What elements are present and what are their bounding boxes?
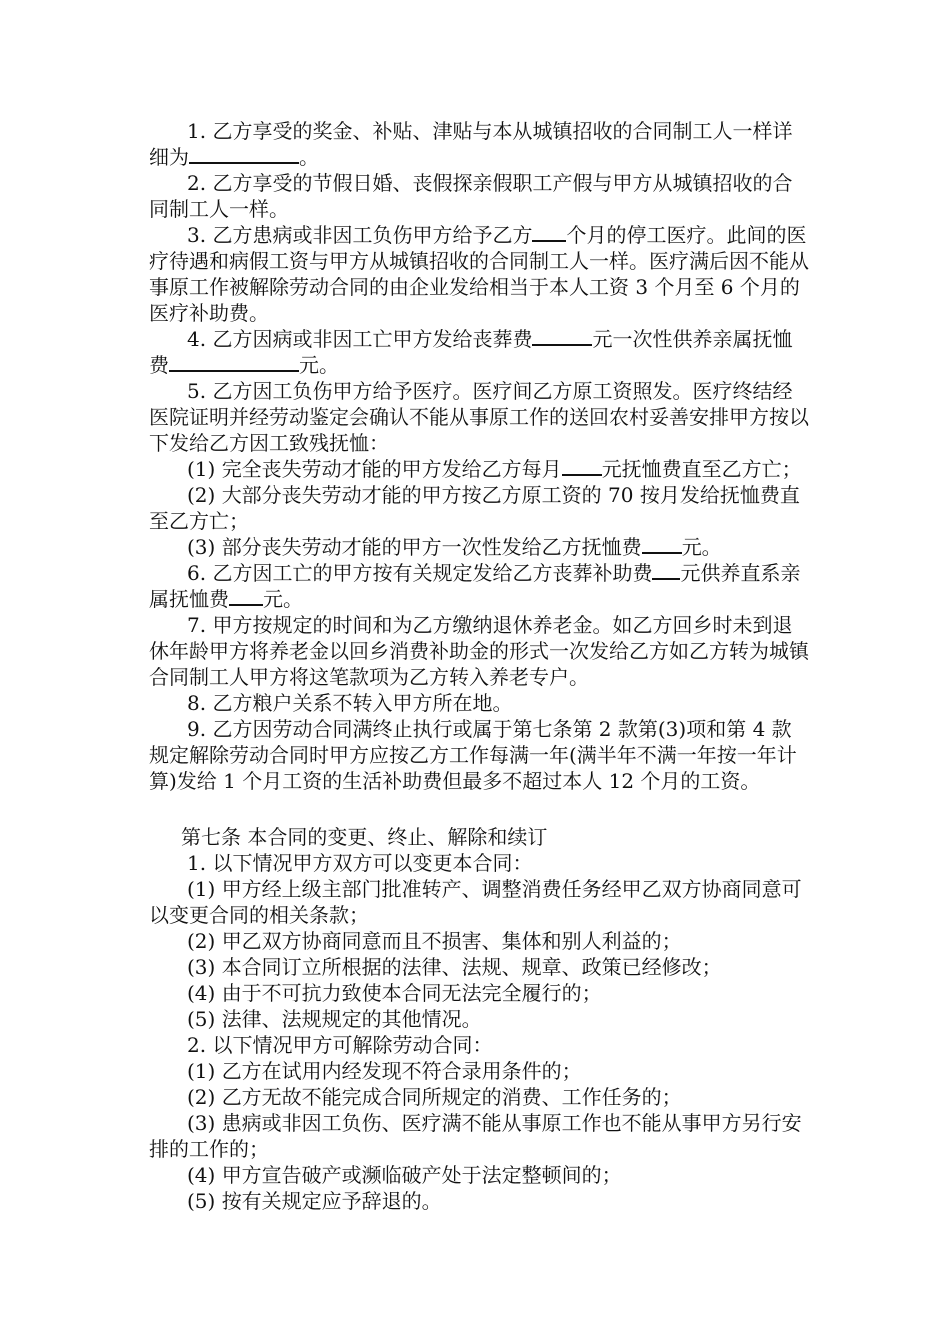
document-page bbox=[149, 118, 809, 1214]
clause-paragraph bbox=[149, 612, 809, 690]
clause-paragraph bbox=[149, 378, 809, 456]
fill-in-blank bbox=[532, 326, 592, 346]
clause-paragraph: (5) 法律、法规规定的其他情况。 bbox=[187, 1007, 482, 1031]
clause-paragraph: (5) 按有关规定应予辞退的。 bbox=[187, 1189, 442, 1213]
clause-text: (3) 部分丧失劳动才能的甲方一次性发给乙方抚恤费 bbox=[187, 535, 642, 559]
clause-text: 1. 乙方享受的奖金、补贴、津贴与本从城镇招收的合同制工人一样详细为 bbox=[149, 119, 793, 169]
clause-text: 7. 甲方按规定的时间和为乙方缴纳退休养老金。如乙方回乡时未到退休年龄甲方将养老金以回乡消费补助金的形式一次发给乙方如乙方转为城镇合同制工人甲方将这笔款项为乙方转入养老专户。 bbox=[149, 613, 809, 689]
clause-text: 3. 乙方患病或非因工负伤甲方给予乙方 bbox=[187, 223, 533, 247]
clause-paragraph: (2) 乙方无故不能完成合同所规定的消费、工作任务的； bbox=[187, 1085, 682, 1109]
clause-paragraph bbox=[149, 170, 809, 222]
article-6-items bbox=[149, 118, 809, 794]
clause-paragraph: (1) 甲方经上级主部门批准转产、调整消费任务经甲乙双方协商同意可以变更合同的相关条款； bbox=[149, 877, 802, 927]
clause-text: 元一次性供养亲属抚恤费 bbox=[149, 327, 793, 377]
clause-text: 8. 乙方粮户关系不转入甲方所在地。 bbox=[187, 691, 513, 715]
fill-in-blank bbox=[532, 222, 566, 242]
clause-paragraph: 2. 以下情况甲方可解除劳动合同： bbox=[187, 1033, 493, 1057]
article-7-heading: 第七条 本合同的变更、终止、解除和续订 bbox=[181, 825, 548, 849]
clause-paragraph bbox=[149, 326, 809, 378]
fill-in-blank bbox=[652, 560, 680, 580]
clause-paragraph bbox=[149, 534, 809, 560]
clause-paragraph bbox=[149, 118, 809, 170]
clause-paragraph: (4) 由于不可抗力致使本合同无法完全履行的； bbox=[187, 981, 602, 1005]
clause-paragraph: (2) 甲乙双方协商同意而且不损害、集体和别人利益的； bbox=[187, 929, 682, 953]
clause-paragraph bbox=[149, 716, 809, 794]
clause-text: 5. 乙方因工负伤甲方给予医疗。医疗间乙方原工资照发。医疗终结经医院证明并经劳动鉴定会确认不能从事原工作的送回农村妥善安排甲方按以下发给乙方因工致残抚恤： bbox=[149, 379, 809, 455]
clause-text: 。 bbox=[299, 145, 319, 169]
clause-paragraph bbox=[149, 690, 809, 716]
clause-text: (2) 大部分丧失劳动才能的甲方按乙方原工资的 70 按月发给抚恤费直至乙方亡； bbox=[149, 483, 800, 533]
clause-text: 元供养直系亲属抚恤费 bbox=[149, 561, 801, 611]
clause-paragraph: (1) 乙方在试用内经发现不符合录用条件的； bbox=[187, 1059, 582, 1083]
clause-paragraph bbox=[149, 482, 809, 534]
fill-in-blank bbox=[642, 534, 682, 554]
clause-paragraph bbox=[149, 222, 809, 326]
clause-paragraph: (3) 本合同订立所根据的法律、法规、规章、政策已经修改； bbox=[187, 955, 722, 979]
clause-paragraph bbox=[149, 560, 809, 612]
fill-in-blank bbox=[169, 352, 299, 372]
clause-text: 元。 bbox=[299, 353, 339, 377]
fill-in-blank bbox=[189, 144, 299, 164]
clause-text: 4. 乙方因病或非因工亡甲方发给丧葬费 bbox=[187, 327, 533, 351]
clause-text: 元。 bbox=[263, 587, 303, 611]
fill-in-blank bbox=[229, 586, 263, 606]
article-7-items bbox=[149, 850, 809, 1214]
clause-text: 个月的停工医疗。此间的医疗待遇和病假工资与甲方从城镇招收的合同制工人一样。医疗满后因不能从事原工作被解除劳动合同的由企业发给相当于本人工资 3 个月至 6 个月的医疗补助费。 bbox=[149, 223, 809, 325]
clause-paragraph: (4) 甲方宣告破产或濒临破产处于法定整顿间的； bbox=[187, 1163, 622, 1187]
clause-text: 9. 乙方因劳动合同满终止执行或属于第七条第 2 款第(3)项和第 4 款规定解除劳动合同时甲方应按乙方工作每满一年(满半年不满一年按一年计算)发给 1 个月工资的生活补助费但最多不超过本人 12 个月的工资。 bbox=[149, 717, 797, 793]
clause-text: 元抚恤费直至乙方亡； bbox=[601, 457, 802, 481]
clause-paragraph bbox=[149, 456, 809, 482]
clause-text: 6. 乙方因工亡的甲方按有关规定发给乙方丧葬补助费 bbox=[187, 561, 653, 585]
section-gap bbox=[149, 794, 809, 824]
clause-text: (1) 完全丧失劳动才能的甲方发给乙方每月 bbox=[187, 457, 562, 481]
clause-paragraph: 1. 以下情况甲方双方可以变更本合同： bbox=[187, 851, 533, 875]
clause-text: 2. 乙方享受的节假日婚、丧假探亲假职工产假与甲方从城镇招收的合同制工人一样。 bbox=[149, 171, 793, 221]
clause-text: 元。 bbox=[681, 535, 722, 559]
fill-in-blank bbox=[562, 456, 602, 476]
clause-paragraph: (3) 患病或非因工负伤、医疗满不能从事原工作也不能从事甲方另行安排的工作的； bbox=[149, 1111, 802, 1161]
